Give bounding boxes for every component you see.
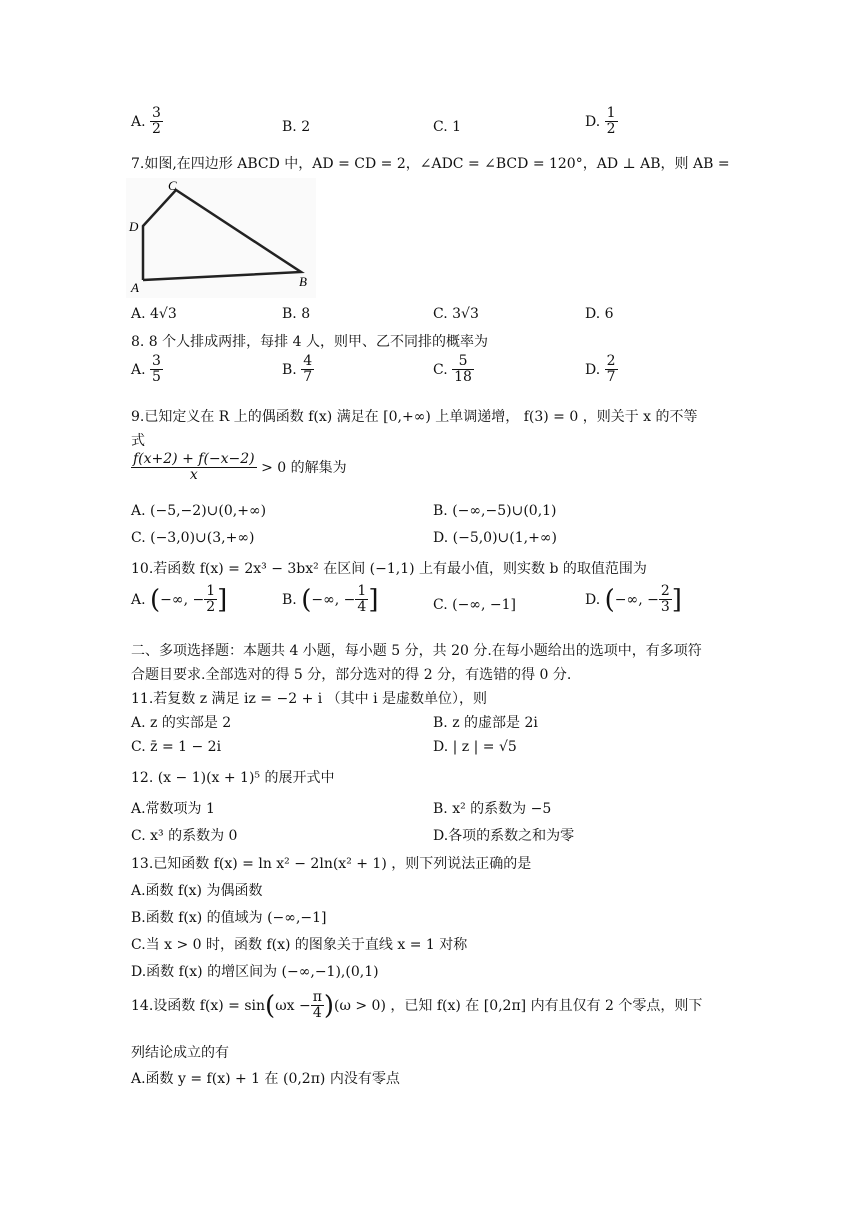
vertex-c-label: C: [168, 178, 177, 193]
q14-stem-line2: 列结论成立的有: [131, 1045, 229, 1061]
right-bracket: ]: [368, 584, 379, 615]
q9-option-d: D. (−5,0)∪(1,+∞): [433, 530, 557, 546]
denominator: 18: [454, 369, 472, 386]
left-paren: (: [150, 584, 161, 615]
denominator: 2: [206, 599, 216, 616]
numerator: 4: [303, 353, 313, 369]
option-label: B.: [282, 361, 297, 378]
fraction: [150, 106, 163, 138]
q10-option-b: [282, 584, 378, 616]
option-label: D.: [585, 361, 601, 378]
q12-option-a: A.常数项为 1: [131, 801, 215, 817]
numerator: π: [312, 989, 322, 1005]
q13-option-b: B.函数 f(x) 的值域为 (−∞,−1]: [131, 910, 327, 926]
q13-option-a: A.函数 f(x) 为偶函数: [131, 883, 263, 899]
q8-option-d: [585, 354, 618, 386]
argument: ωx −: [275, 997, 311, 1014]
left-paren: (: [301, 584, 312, 615]
fraction: [355, 584, 368, 616]
q6-option-a: [131, 106, 163, 138]
q11-option-c: C. z̄ = 1 − 2i: [131, 739, 222, 755]
q11-option-b: B. z 的虚部是 2i: [433, 715, 538, 731]
q10-option-a: [131, 584, 227, 616]
fraction: [150, 354, 163, 386]
denominator: 5: [152, 369, 161, 386]
fraction: [301, 354, 314, 386]
q8-option-b: [282, 354, 314, 386]
q10-option-d: [585, 584, 682, 616]
fraction: [131, 452, 257, 484]
q7-stem: 7.如图,在四边形 ABCD 中，AD = CD = 2，∠ADC = ∠BCD = 120°，AD ⊥ AB，则 AB =: [131, 156, 730, 172]
function-prefix: 14.设函数 f(x) = sin: [131, 997, 266, 1014]
denominator: 7: [606, 369, 616, 386]
fraction: [605, 106, 618, 138]
vertex-a-label: A: [131, 280, 139, 295]
q7-option-c: C. 3√3: [433, 306, 479, 322]
q6-option-b: B. 2: [282, 119, 311, 135]
interval-start: −∞, −: [160, 591, 205, 608]
section2-heading-line1: 二、多项选择题：本题共 4 小题，每小题 5 分，共 20 分.在每小题给出的选项中，有多项符: [131, 643, 702, 659]
interval-start: −∞, −: [614, 591, 659, 608]
option-label: A.: [131, 361, 146, 378]
q12-option-c: C. x³ 的系数为 0: [131, 828, 238, 844]
stem-tail: (ω > 0) ，已知 f(x) 在 [0,2π] 内有且仅有 2 个零点，则下: [334, 997, 703, 1014]
q8-option-a: [131, 354, 163, 386]
option-label: A.: [131, 591, 146, 608]
numerator: 2: [606, 353, 616, 369]
vertex-b-label: B: [299, 274, 307, 289]
option-label: C.: [433, 361, 448, 378]
q6-option-c: C. 1: [433, 119, 462, 135]
numerator: 5: [452, 354, 474, 370]
q14-stem-line1: [131, 990, 702, 1022]
q9-inequality: [131, 452, 347, 484]
q9-option-b: B. (−∞,−5)∪(0,1): [433, 503, 557, 519]
denominator: 4: [357, 599, 367, 616]
q12-stem: 12. (x − 1)(x + 1)⁵ 的展开式中: [131, 770, 335, 786]
right-bracket: ]: [671, 584, 682, 615]
q10-option-c: C. (−∞, −1]: [433, 597, 516, 613]
fraction: [452, 354, 474, 386]
interval-start: −∞, −: [311, 591, 356, 608]
numerator: 3: [152, 353, 161, 369]
q12-option-b: B. x² 的系数为 −5: [433, 801, 552, 817]
left-paren: (: [604, 584, 615, 615]
q14-option-a: A.函数 y = f(x) + 1 在 (0,2π) 内没有零点: [131, 1071, 400, 1087]
q9-stem-line2: 式: [131, 433, 145, 449]
q11-stem: 11.若复数 z 满足 iz = −2 + i （其中 i 是虚数单位），则: [131, 691, 488, 707]
denominator: 4: [312, 1005, 322, 1022]
right-paren: ): [323, 990, 335, 1021]
q9-option-c: C. (−3,0)∪(3,+∞): [131, 530, 255, 546]
q7-option-a: A. 4√3: [131, 306, 177, 322]
q11-option-d: D. | z | = √5: [433, 739, 517, 755]
inequality-tail: > 0 的解集为: [261, 459, 347, 476]
q12-option-d: D.各项的系数之和为零: [433, 828, 575, 844]
numerator: f(x+2) + f(−x−2): [133, 451, 255, 467]
q8-option-c: [433, 354, 474, 386]
option-label: D.: [585, 113, 601, 130]
fraction: [311, 990, 324, 1022]
left-paren: (: [265, 990, 276, 1021]
q10-stem: 10.若函数 f(x) = 2x³ − 3bx² 在区间 (−1,1) 上有最小值，则实数 b 的取值范围为: [131, 561, 647, 577]
option-label: D.: [585, 591, 601, 608]
q13-option-c: C.当 x > 0 时，函数 f(x) 的图象关于直线 x = 1 对称: [131, 937, 468, 953]
vertex-d-label: D: [129, 219, 139, 234]
denominator: 2: [152, 121, 161, 138]
denominator: 3: [660, 599, 670, 616]
numerator: 3: [152, 105, 161, 121]
q6-option-d: [585, 106, 618, 138]
right-bracket: ]: [217, 584, 228, 615]
denominator: 2: [606, 121, 616, 138]
fraction: [659, 584, 672, 616]
numerator: 1: [357, 583, 367, 599]
option-label: B.: [282, 591, 297, 608]
q13-option-d: D.函数 f(x) 的增区间为 (−∞,−1),(0,1): [131, 964, 379, 980]
option-label: A.: [131, 113, 146, 130]
q11-option-a: A. z 的实部是 2: [131, 715, 232, 731]
numerator: 1: [206, 583, 216, 599]
denominator: 7: [303, 369, 313, 386]
denominator: x: [189, 467, 198, 484]
q9-stem-line1: 9.已知定义在 R 上的偶函数 f(x) 满足在 [0,+∞) 上单调递增， f(3) = 0 ，则关于 x 的不等: [131, 409, 698, 425]
q8-stem: 8. 8 个人排成两排，每排 4 人，则甲、乙不同排的概率为: [131, 334, 488, 350]
quadrilateral-figure: [126, 178, 316, 298]
q7-option-b: B. 8: [282, 306, 311, 322]
fraction: [204, 584, 217, 616]
q9-option-a: A. (−5,−2)∪(0,+∞): [131, 503, 267, 519]
numerator: 1: [606, 105, 616, 121]
section2-heading-line2: 合题目要求.全部选对的得 5 分，部分选对的得 2 分，有选错的得 0 分.: [131, 667, 572, 683]
q7-option-d: D. 6: [585, 306, 614, 322]
numerator: 2: [660, 583, 670, 599]
fraction: [605, 354, 618, 386]
q13-stem: 13.已知函数 f(x) = ln x² − 2ln(x² + 1) ，则下列说法正确的是: [131, 856, 532, 872]
